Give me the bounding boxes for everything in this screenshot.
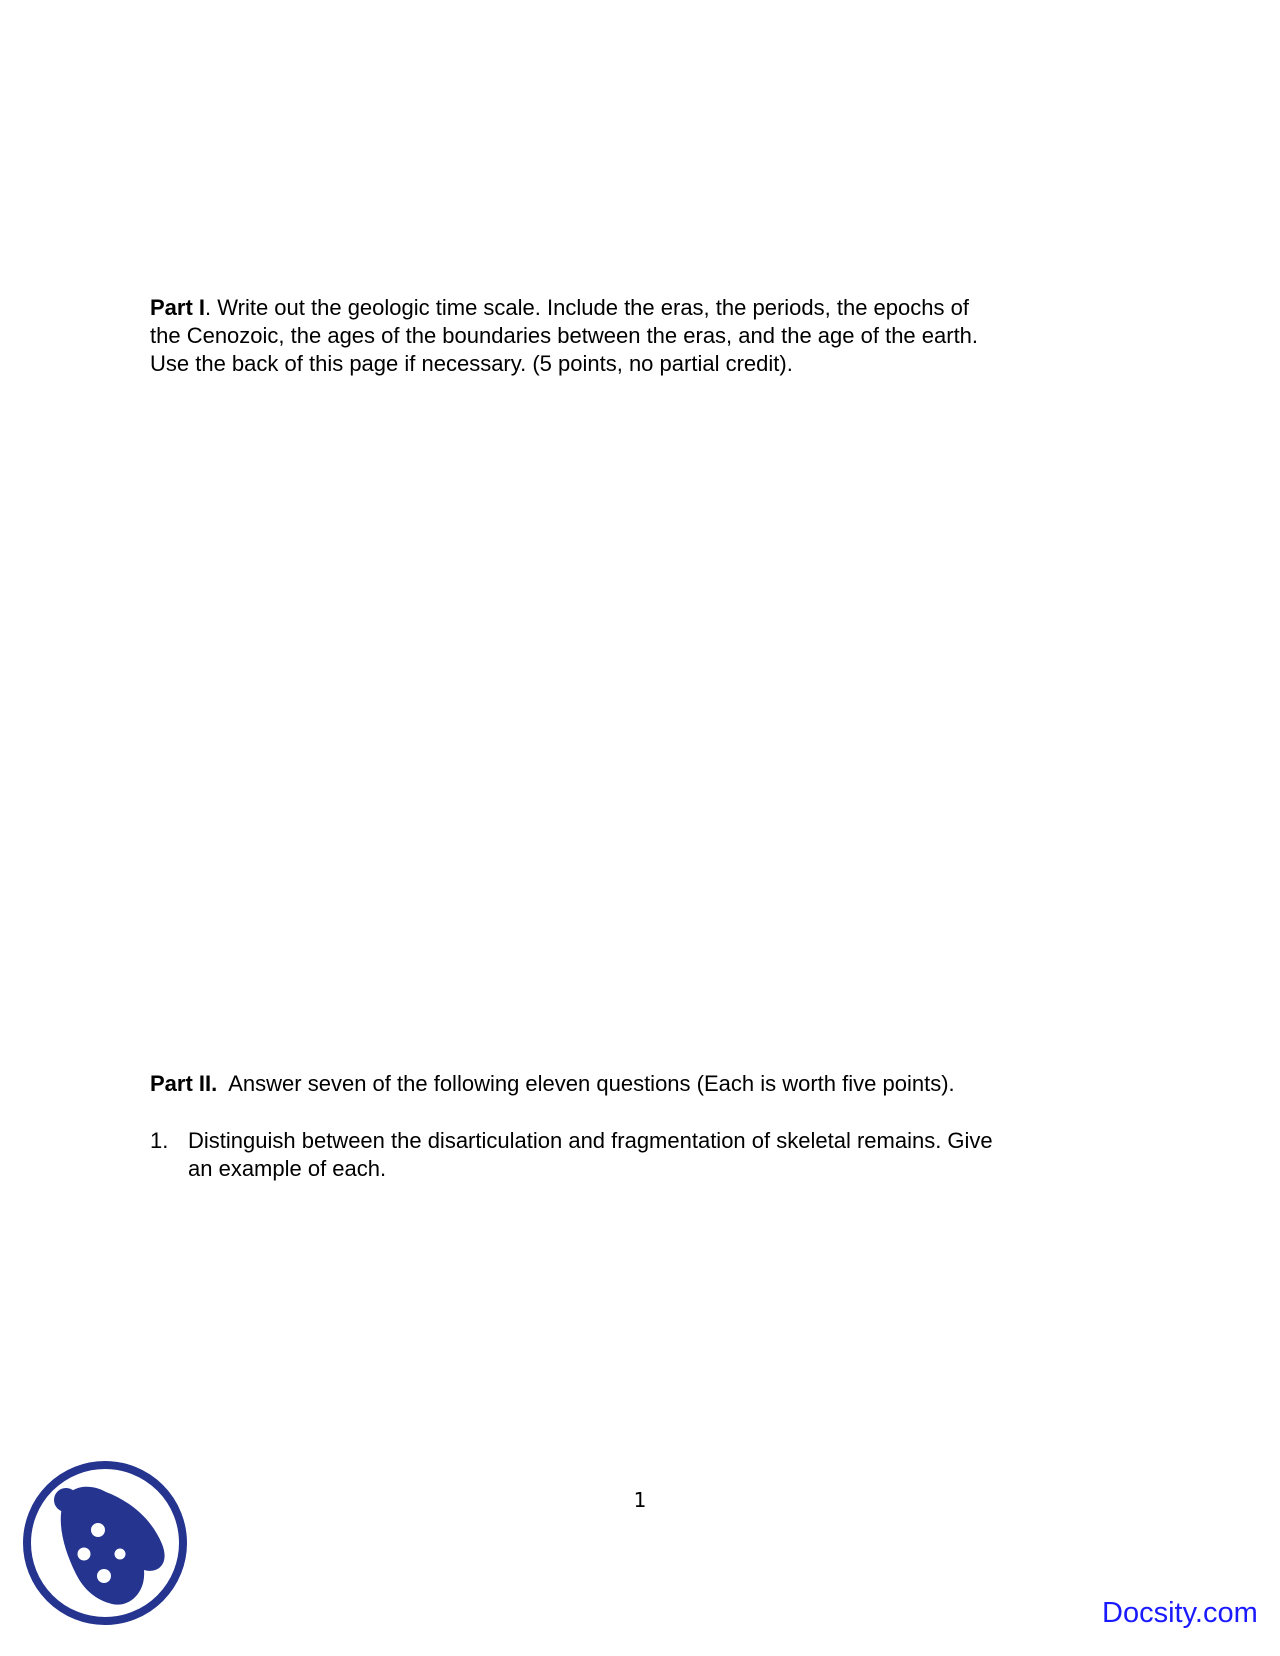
part2-heading: Part II.: [150, 1071, 218, 1096]
part1-instructions: [150, 294, 978, 378]
question-1-text: Distinguish between the disarticulation and fragmentation of skeletal remains. Give: [188, 1128, 993, 1153]
part1-line-1: [150, 294, 978, 322]
part1-line-2: the Cenozoic, the ages of the boundaries between the eras, and the age of the earth.: [150, 323, 979, 348]
part2-text: Answer seven of the following eleven questions (Each is worth five points).: [217, 1071, 955, 1096]
question-1: [150, 1127, 993, 1183]
docsity-brand-link[interactable]: Docsity.com: [1102, 1597, 1258, 1629]
part2-instructions: [150, 1070, 955, 1098]
docsity-logo-icon: [20, 1458, 190, 1628]
part1-text: . Write out the geologic time scale. Include the eras, the periods, the epochs of: [205, 295, 969, 320]
question-1-number: 1.: [150, 1128, 169, 1153]
part1-heading: Part I: [150, 295, 206, 320]
question-1-line-1: [150, 1127, 993, 1155]
question-1-line-2: an example of each.: [188, 1156, 387, 1181]
page-number: 1: [633, 1488, 647, 1512]
part1-line-3: Use the back of this page if necessary. (5 points, no partial credit).: [150, 351, 793, 376]
